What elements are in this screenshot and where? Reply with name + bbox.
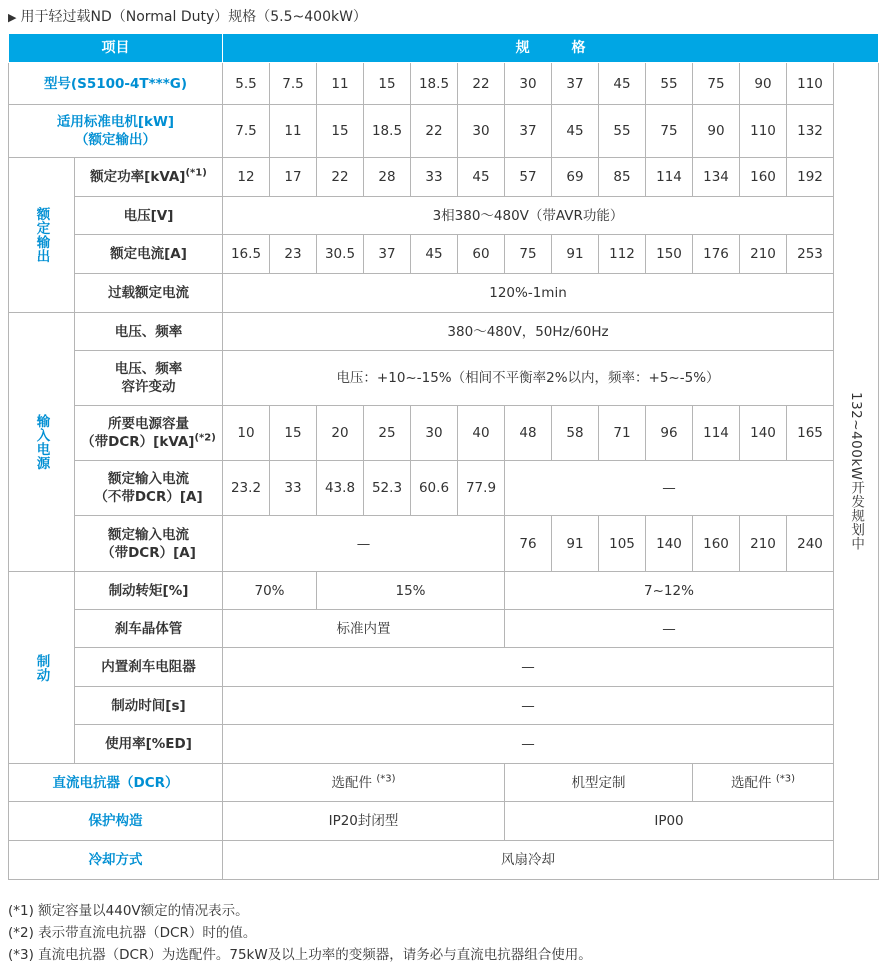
output-current-label: 额定电流[A]: [75, 235, 223, 274]
input-current-dcr-value: 160: [693, 516, 740, 572]
footnotes: [8, 900, 592, 966]
braking-torque-row: [9, 572, 879, 610]
triangle-right-icon: ▶: [8, 11, 17, 24]
motor-value: 30: [458, 105, 505, 158]
input-vf-row: [9, 313, 879, 351]
braking-time-value: —: [223, 687, 834, 725]
model-value: 15: [364, 63, 411, 105]
model-value: 7.5: [270, 63, 317, 105]
braking-transistor-row: [9, 610, 879, 648]
braking-torque-a: 70%: [223, 572, 317, 610]
input-capacity-value: 71: [599, 406, 646, 461]
input-current-dcr-value: 76: [505, 516, 552, 572]
protection-label: 保护构造: [9, 802, 223, 841]
motor-value: 15: [317, 105, 364, 158]
output-current-value: 16.5: [223, 235, 270, 274]
input-current-dcr-value: 140: [646, 516, 693, 572]
header-spec: 规 格: [223, 34, 879, 63]
output-power-label: 额定功率[kVA]$^{(*1)}$: [75, 158, 223, 197]
output-overload-row: [9, 274, 879, 313]
braking-duty-row: [9, 725, 879, 764]
motor-row: [9, 105, 879, 158]
spec-table: [8, 33, 879, 880]
motor-value: 55: [599, 105, 646, 158]
output-current-value: 30.5: [317, 235, 364, 274]
output-power-row: [9, 158, 879, 197]
model-value: 30: [505, 63, 552, 105]
braking-torque-c: 7~12%: [505, 572, 834, 610]
output-current-value: 253: [787, 235, 834, 274]
braking-time-label: 制动时间[s]: [75, 687, 223, 725]
model-value: 22: [458, 63, 505, 105]
model-label: 型号(S5100-4T***G): [9, 63, 223, 105]
output-voltage-label: 电压[V]: [75, 197, 223, 235]
braking-resistor-value: —: [223, 648, 834, 687]
input-current-nodcr-value: 77.9: [458, 461, 505, 516]
footnote: (*2) 表示带直流电抗器（DCR）时的值。: [8, 925, 257, 941]
output-power-value: 69: [552, 158, 599, 197]
output-current-value: 210: [740, 235, 787, 274]
output-power-value: 114: [646, 158, 693, 197]
input-current-nodcr-value: 52.3: [364, 461, 411, 516]
motor-value: 45: [552, 105, 599, 158]
output-power-value: 192: [787, 158, 834, 197]
input-current-dcr-row: [9, 516, 879, 572]
output-current-row: [9, 235, 879, 274]
braking-category-text: 制动: [33, 653, 50, 682]
output-power-value: 12: [223, 158, 270, 197]
input-current-dcr-value: 210: [740, 516, 787, 572]
braking-resistor-label: 内置刹车电阻器: [75, 648, 223, 687]
output-power-value: 160: [740, 158, 787, 197]
motor-label-line2: （额定输出）: [75, 132, 156, 148]
output-current-value: 45: [411, 235, 458, 274]
output-power-value: 57: [505, 158, 552, 197]
motor-value: 75: [646, 105, 693, 158]
cooling-value: 风扇冷却: [223, 841, 834, 880]
input-tolerance-label: 电压、频率 容许变动: [75, 351, 223, 406]
braking-duty-value: —: [223, 725, 834, 764]
braking-category: [9, 572, 75, 764]
braking-resistor-row: [9, 648, 879, 687]
output-power-value: 28: [364, 158, 411, 197]
header-item: 项目: [9, 34, 223, 63]
output-power-value: 22: [317, 158, 364, 197]
dcr-c: 选配件 $^{(*3)}$: [693, 764, 834, 802]
output-current-value: 60: [458, 235, 505, 274]
input-current-dcr-value: 91: [552, 516, 599, 572]
model-value: 90: [740, 63, 787, 105]
side-note-cell: [834, 63, 879, 880]
input-capacity-value: 58: [552, 406, 599, 461]
input-capacity-value: 20: [317, 406, 364, 461]
input-current-nodcr-value: 43.8: [317, 461, 364, 516]
output-current-value: 37: [364, 235, 411, 274]
input-capacity-value: 114: [693, 406, 740, 461]
model-row: [9, 63, 879, 105]
input-capacity-value: 48: [505, 406, 552, 461]
output-voltage-value: 3相380～480V（带AVR功能）: [223, 197, 834, 235]
input-current-nodcr-value: 23.2: [223, 461, 270, 516]
braking-transistor-a: 标准内置: [223, 610, 505, 648]
braking-transistor-b: —: [505, 610, 834, 648]
braking-torque-label: 制动转矩[%]: [75, 572, 223, 610]
input-capacity-value: 40: [458, 406, 505, 461]
output-category-text: 额定输出: [33, 207, 50, 263]
input-tolerance-value: 电压：+10~-15%（相间不平衡率2%以内，频率：+5~-5%）: [223, 351, 834, 406]
braking-torque-b: 15%: [317, 572, 505, 610]
model-value: 75: [693, 63, 740, 105]
output-overload-value: 120%-1min: [223, 274, 834, 313]
output-power-value: 17: [270, 158, 317, 197]
input-capacity-value: 140: [740, 406, 787, 461]
model-value: 45: [599, 63, 646, 105]
protection-a: IP20封闭型: [223, 802, 505, 841]
dcr-b: 机型定制: [505, 764, 693, 802]
table-header-row: [9, 34, 879, 63]
input-capacity-value: 10: [223, 406, 270, 461]
motor-value: 90: [693, 105, 740, 158]
output-current-value: 176: [693, 235, 740, 274]
motor-value: 11: [270, 105, 317, 158]
motor-value: 37: [505, 105, 552, 158]
output-power-value: 85: [599, 158, 646, 197]
motor-value: 132: [787, 105, 834, 158]
output-power-value: 134: [693, 158, 740, 197]
motor-value: 22: [411, 105, 458, 158]
footnote: (*3) 直流电抗器（DCR）为选配件。75kW及以上功率的变频器，请务必与直流电抗器组合使用。: [8, 947, 592, 963]
input-current-dcr-first: —: [223, 516, 505, 572]
output-current-value: 112: [599, 235, 646, 274]
output-current-value: 91: [552, 235, 599, 274]
model-value: 5.5: [223, 63, 270, 105]
input-tolerance-row: [9, 351, 879, 406]
input-capacity-value: 165: [787, 406, 834, 461]
input-vf-value: 380～480V，50Hz/60Hz: [223, 313, 834, 351]
input-current-nodcr-label: 额定输入电流 （不带DCR）[A]: [75, 461, 223, 516]
input-current-nodcr-row: [9, 461, 879, 516]
motor-label-line1: 适用标准电机[kW]: [56, 114, 175, 130]
input-current-dcr-value: 105: [599, 516, 646, 572]
input-current-dcr-value: 240: [787, 516, 834, 572]
model-value: 110: [787, 63, 834, 105]
input-current-nodcr-value: 60.6: [411, 461, 458, 516]
output-overload-label: 过载额定电流: [75, 274, 223, 313]
output-category: [9, 158, 75, 313]
dcr-row: [9, 764, 879, 802]
input-vf-label: 电压、频率: [75, 313, 223, 351]
braking-transistor-label: 刹车晶体管: [75, 610, 223, 648]
model-value: 37: [552, 63, 599, 105]
dcr-a: 选配件 $^{(*3)}$: [223, 764, 505, 802]
input-current-dcr-label: 额定输入电流 （带DCR）[A]: [75, 516, 223, 572]
input-capacity-value: 30: [411, 406, 458, 461]
input-category-text: 输入电源: [33, 414, 50, 470]
footnote: (*1) 额定容量以440V额定的情况表示。: [8, 903, 249, 919]
heading-text: 用于轻过载ND（Normal Duty）规格（5.5~400kW）: [20, 9, 367, 25]
motor-value: 18.5: [364, 105, 411, 158]
input-capacity-value: 15: [270, 406, 317, 461]
input-category: [9, 313, 75, 572]
braking-duty-label: 使用率[%ED]: [75, 725, 223, 764]
output-power-value: 33: [411, 158, 458, 197]
cooling-label: 冷却方式: [9, 841, 223, 880]
protection-b: IP00: [505, 802, 834, 841]
input-current-nodcr-value: 33: [270, 461, 317, 516]
cooling-row: [9, 841, 879, 880]
output-current-value: 23: [270, 235, 317, 274]
braking-time-row: [9, 687, 879, 725]
model-value: 18.5: [411, 63, 458, 105]
motor-value: 7.5: [223, 105, 270, 158]
side-note: 132~400kW开发规划中: [848, 391, 865, 551]
protection-row: [9, 802, 879, 841]
input-current-nodcr-rest: —: [505, 461, 834, 516]
motor-value: 110: [740, 105, 787, 158]
section-heading: [8, 6, 367, 28]
model-value: 11: [317, 63, 364, 105]
input-capacity-value: 25: [364, 406, 411, 461]
input-capacity-row: [9, 406, 879, 461]
output-current-value: 75: [505, 235, 552, 274]
dcr-label: 直流电抗器（DCR）: [9, 764, 223, 802]
input-capacity-label: 所要电源容量 （带DCR）[kVA]$^{(*2)}$: [75, 406, 223, 461]
output-power-value: 45: [458, 158, 505, 197]
input-capacity-value: 96: [646, 406, 693, 461]
model-value: 55: [646, 63, 693, 105]
output-voltage-row: [9, 197, 879, 235]
motor-label: [9, 105, 223, 158]
output-current-value: 150: [646, 235, 693, 274]
